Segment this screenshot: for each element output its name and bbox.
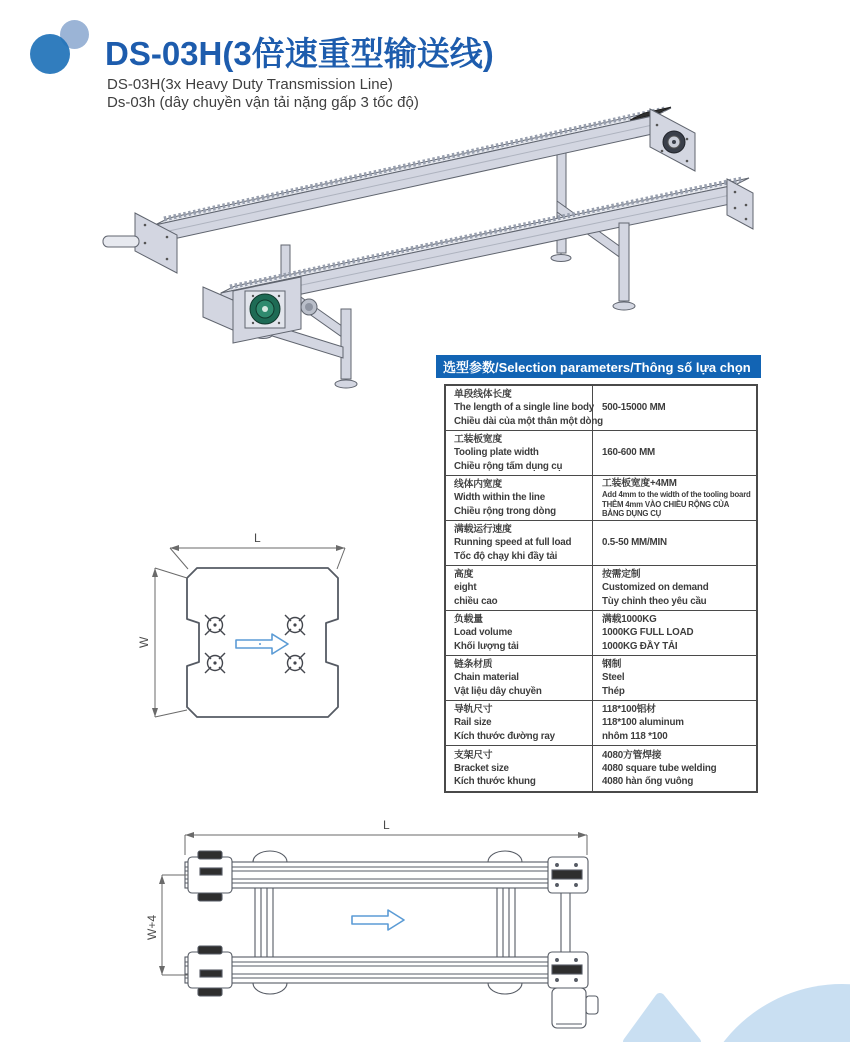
param-value-cell: 160-600 MM bbox=[602, 447, 655, 459]
cross-brace bbox=[497, 880, 515, 965]
param-label-cell: 导轨尺寸 Rail size Kích thước đường ray bbox=[446, 701, 593, 745]
bottom-rail bbox=[185, 957, 583, 983]
table-row bbox=[446, 611, 756, 656]
svg-text:W+4: W+4 bbox=[145, 914, 159, 940]
isometric-conveyor-drawing bbox=[85, 95, 755, 395]
param-value-cell: 满载1000KG 1000KG FULL LOAD 1000KG ĐẦY TẢI bbox=[602, 614, 694, 652]
subtitle-vietnamese: Ds-03h (dây chuyền vận tải nặng gấp 3 tốc độ) bbox=[107, 94, 419, 111]
param-value-cell: 工装板宽度+4MM Add 4mm to the width of the tooling board THÊM 4mm VÀO CHIỀU RỘNG CỦA BẢNG DỤNG CỤ bbox=[602, 478, 751, 519]
table-row bbox=[446, 431, 756, 476]
page-title: DS-03H(3倍速重型输送线) bbox=[105, 35, 494, 72]
top-view-drawing bbox=[120, 810, 740, 1040]
param-label-cell: 工装板宽度 Tooling plate width Chiều rộng tấm dụng cụ bbox=[446, 431, 593, 475]
dimension-L-topview bbox=[185, 818, 587, 855]
param-value-cell: 按需定制 Customized on demand Tùy chỉnh theo yêu cầu bbox=[602, 569, 709, 607]
subtitle-english: DS-03H(3x Heavy Duty Transmission Line) bbox=[107, 76, 393, 93]
param-label-cell: 单段线体长度 The length of a single line body Chiều dài của một thân một dòng bbox=[446, 386, 593, 430]
end-unit-right-bottom bbox=[548, 952, 588, 988]
param-label-cell: 线体内宽度 Width within the line Chiều rộng trong dòng bbox=[446, 476, 593, 520]
dimension-W4-topview bbox=[145, 875, 188, 975]
param-label-cell: 链条材质 Chain material Vật liệu dây chuyền bbox=[446, 656, 593, 700]
brand-logo bbox=[22, 16, 92, 82]
end-unit-right-top bbox=[548, 857, 588, 893]
logo-circle-dark bbox=[30, 34, 70, 74]
param-label-cell: 满载运行速度 Running speed at full load Tốc độ chạy khi đầy tải bbox=[446, 521, 593, 565]
param-label-cell: 高度 eight chiều cao bbox=[446, 566, 593, 610]
svg-text:L: L bbox=[254, 531, 261, 545]
table-row bbox=[446, 521, 756, 566]
top-rail bbox=[185, 862, 583, 888]
dimension-W bbox=[137, 568, 187, 717]
param-value-cell: 4080方管焊接 4080 square tube welding 4080 hàn ống vuông bbox=[602, 749, 717, 788]
param-value-cell: 118*100铝材 118*100 aluminum nhôm 118 *100 bbox=[602, 704, 684, 742]
param-label-cell: 支架尺寸 Bracket size Kích thước khung bbox=[446, 746, 593, 791]
param-value-cell: 钢制 Steel Thép bbox=[602, 659, 625, 697]
tooling-plate-drawing bbox=[120, 520, 440, 740]
param-value-cell: 500-15000 MM bbox=[602, 402, 666, 414]
table-row bbox=[446, 746, 756, 791]
table-row bbox=[446, 476, 756, 521]
param-value-cell: 0.5-50 MM/MIN bbox=[602, 537, 667, 549]
table-row bbox=[446, 566, 756, 611]
selection-parameters-table bbox=[444, 384, 758, 793]
table-row bbox=[446, 701, 756, 746]
cross-brace bbox=[255, 880, 273, 965]
dimension-L bbox=[170, 531, 345, 569]
svg-text:W: W bbox=[137, 636, 151, 648]
flow-arrow-icon bbox=[352, 910, 404, 930]
param-label-cell: 负载量 Load volume Khối lượng tải bbox=[446, 611, 593, 655]
leg-front-right bbox=[613, 223, 635, 310]
drive-motor bbox=[552, 988, 598, 1028]
drive-shaft bbox=[561, 890, 570, 958]
end-unit-left-top bbox=[188, 851, 232, 901]
table-row bbox=[446, 656, 756, 701]
end-unit-left-bottom bbox=[188, 946, 232, 996]
table-header-bar: 选型参数/Selection parameters/Thông số lựa chọn bbox=[436, 355, 761, 378]
svg-text:L: L bbox=[383, 818, 390, 832]
